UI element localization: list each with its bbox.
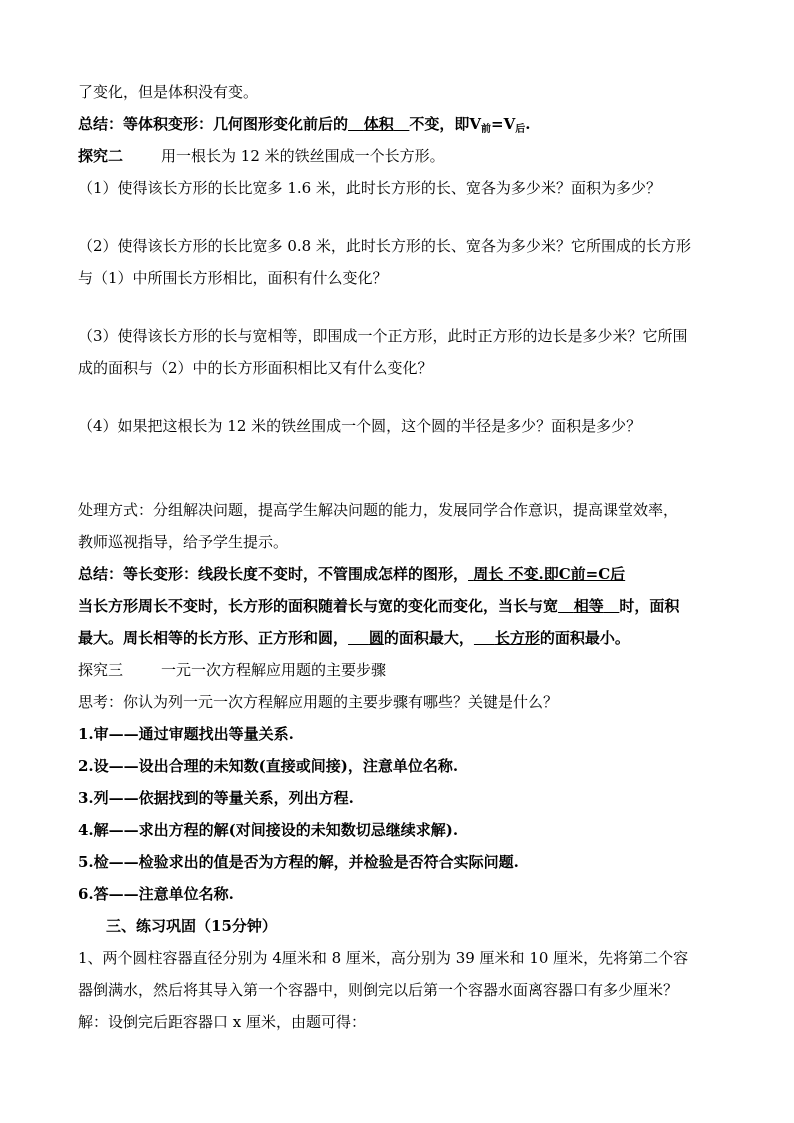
question-1 xyxy=(78,172,718,204)
heading-explore-2 xyxy=(78,140,718,172)
step-4 xyxy=(78,814,718,846)
question-2-cont xyxy=(78,262,718,294)
question-4 xyxy=(78,410,718,442)
step-text: 4.解——求出方程的解(对间接设的未知数切忌继续求解). xyxy=(78,821,459,839)
step-text: 3.列——依据找到的等量关系，列出方程. xyxy=(78,789,354,807)
exercise-text: 器倒满水，然后将其导入第一个容器中，则倒完以后第一个容器水面离容器口有多少厘米？ xyxy=(78,981,679,999)
question-text: （4）如果把这根长为 12 米的铁丝围成一个圆，这个圆的半径是多少？面积是多少？ xyxy=(78,417,642,435)
section-title: 三、练习巩固（15分钟） xyxy=(106,917,277,935)
blank-answer xyxy=(348,629,384,647)
step-text: 1.审——通过审题找出等量关系. xyxy=(78,725,294,743)
summary-text: 最大。周长相等的长方形、正方形和圆， xyxy=(78,629,349,647)
step-text: 6.答——注意单位名称. xyxy=(78,885,234,903)
summary-area xyxy=(78,622,718,654)
question-2 xyxy=(78,230,718,262)
blank-answer xyxy=(348,115,409,133)
heading-text: 用一根长为 12 米的铁丝围成一个长方形。 xyxy=(161,147,445,165)
paragraph-text: 思考：你认为列一元一次方程解应用题的主要步骤有哪些？关键是什么？ xyxy=(78,693,559,711)
step-1 xyxy=(78,718,718,750)
summary-length xyxy=(78,558,718,590)
answer-text: 圆 xyxy=(368,629,384,647)
summary-text: . xyxy=(525,115,531,133)
step-2 xyxy=(78,750,718,782)
question-text: （1）使得该长方形的长比宽多 1.6 米，此时长方形的长、宽各为多少米？面积为多少？ xyxy=(78,179,661,197)
exercise-1-cont xyxy=(78,974,718,1006)
text-line xyxy=(78,76,718,108)
step-text: 2.设——设出合理的未知数(直接或间接)，注意单位名称. xyxy=(78,757,459,775)
think-line xyxy=(78,686,718,718)
summary-volume xyxy=(78,108,718,140)
summary-text: 总结：等体积变形：几何图形变化前后的 xyxy=(78,115,349,133)
summary-text: 不变.即C前=C后 xyxy=(508,565,626,583)
paragraph-text: 教师巡视指导，给予学生提示。 xyxy=(78,533,289,551)
summary-text: 时，面积 xyxy=(619,597,680,615)
blank-answer xyxy=(558,597,619,615)
question-text: 与（1）中所围长方形相比，面积有什么变化？ xyxy=(78,269,388,287)
method-line-cont xyxy=(78,526,718,558)
summary-text: 当长方形周长不变时，长方形的面积随着长与宽的变化而变化，当长与宽 xyxy=(78,597,559,615)
blank-answer xyxy=(468,565,508,583)
paragraph-text: 处理方式：分组解决问题，提高学生解决问题的能力，发展同学合作意识，提高课堂效率， xyxy=(78,501,679,519)
summary-text: 的面积最大， xyxy=(383,629,474,647)
question-text: 成的面积与（2）中的长方形面积相比又有什么变化？ xyxy=(78,359,433,377)
answer-text: 周长 xyxy=(473,565,504,583)
step-text: 5.检——检验求出的值是否为方程的解，并检验是否符合实际问题. xyxy=(78,853,519,871)
exercise-1 xyxy=(78,942,718,974)
solution-line xyxy=(78,1006,718,1038)
blank-answer xyxy=(474,629,540,647)
summary-text: 不变，即V xyxy=(409,115,482,133)
paragraph-text: 了变化，但是体积没有变。 xyxy=(78,83,259,101)
question-text: （3）使得该长方形的长与宽相等，即围成一个正方形，此时正方形的边长是多少米？它所围 xyxy=(78,327,688,345)
exercise-text: 1、两个圆柱容器直径分别为 4厘米和 8 厘米，高分别为 39 厘米和 10 厘米，先将第二个容 xyxy=(78,949,689,967)
subscript: 前 xyxy=(481,124,492,135)
summary-rect xyxy=(78,590,718,622)
heading-text: 一元一次方程解应用题的主要步骤 xyxy=(161,661,387,679)
step-6 xyxy=(78,878,718,910)
answer-text: 体积 xyxy=(363,115,394,133)
summary-text: 的面积最小。 xyxy=(539,629,630,647)
method-line xyxy=(78,494,718,526)
answer-text: 相等 xyxy=(573,597,604,615)
answer-text: 长方形 xyxy=(494,629,540,647)
solution-text: 解：设倒完后距容器口 x 厘米，由题可得： xyxy=(78,1013,366,1031)
summary-text: 总结：等长变形：线段长度不变时，不管围成怎样的图形， xyxy=(78,565,469,583)
step-5 xyxy=(78,846,718,878)
step-3 xyxy=(78,782,718,814)
document-page xyxy=(78,76,718,1038)
question-text: （2）使得该长方形的长比宽多 0.8 米，此时长方形的长、宽各为多少米？它所围成的长方形 xyxy=(78,237,691,255)
heading-label: 探究二 xyxy=(78,147,124,165)
heading-explore-3 xyxy=(78,654,718,686)
heading-label: 探究三 xyxy=(78,661,124,679)
question-3 xyxy=(78,320,718,352)
summary-text: =V xyxy=(491,115,516,133)
section-heading-practice xyxy=(78,910,718,942)
question-3-cont xyxy=(78,352,718,384)
subscript: 后 xyxy=(515,124,526,135)
